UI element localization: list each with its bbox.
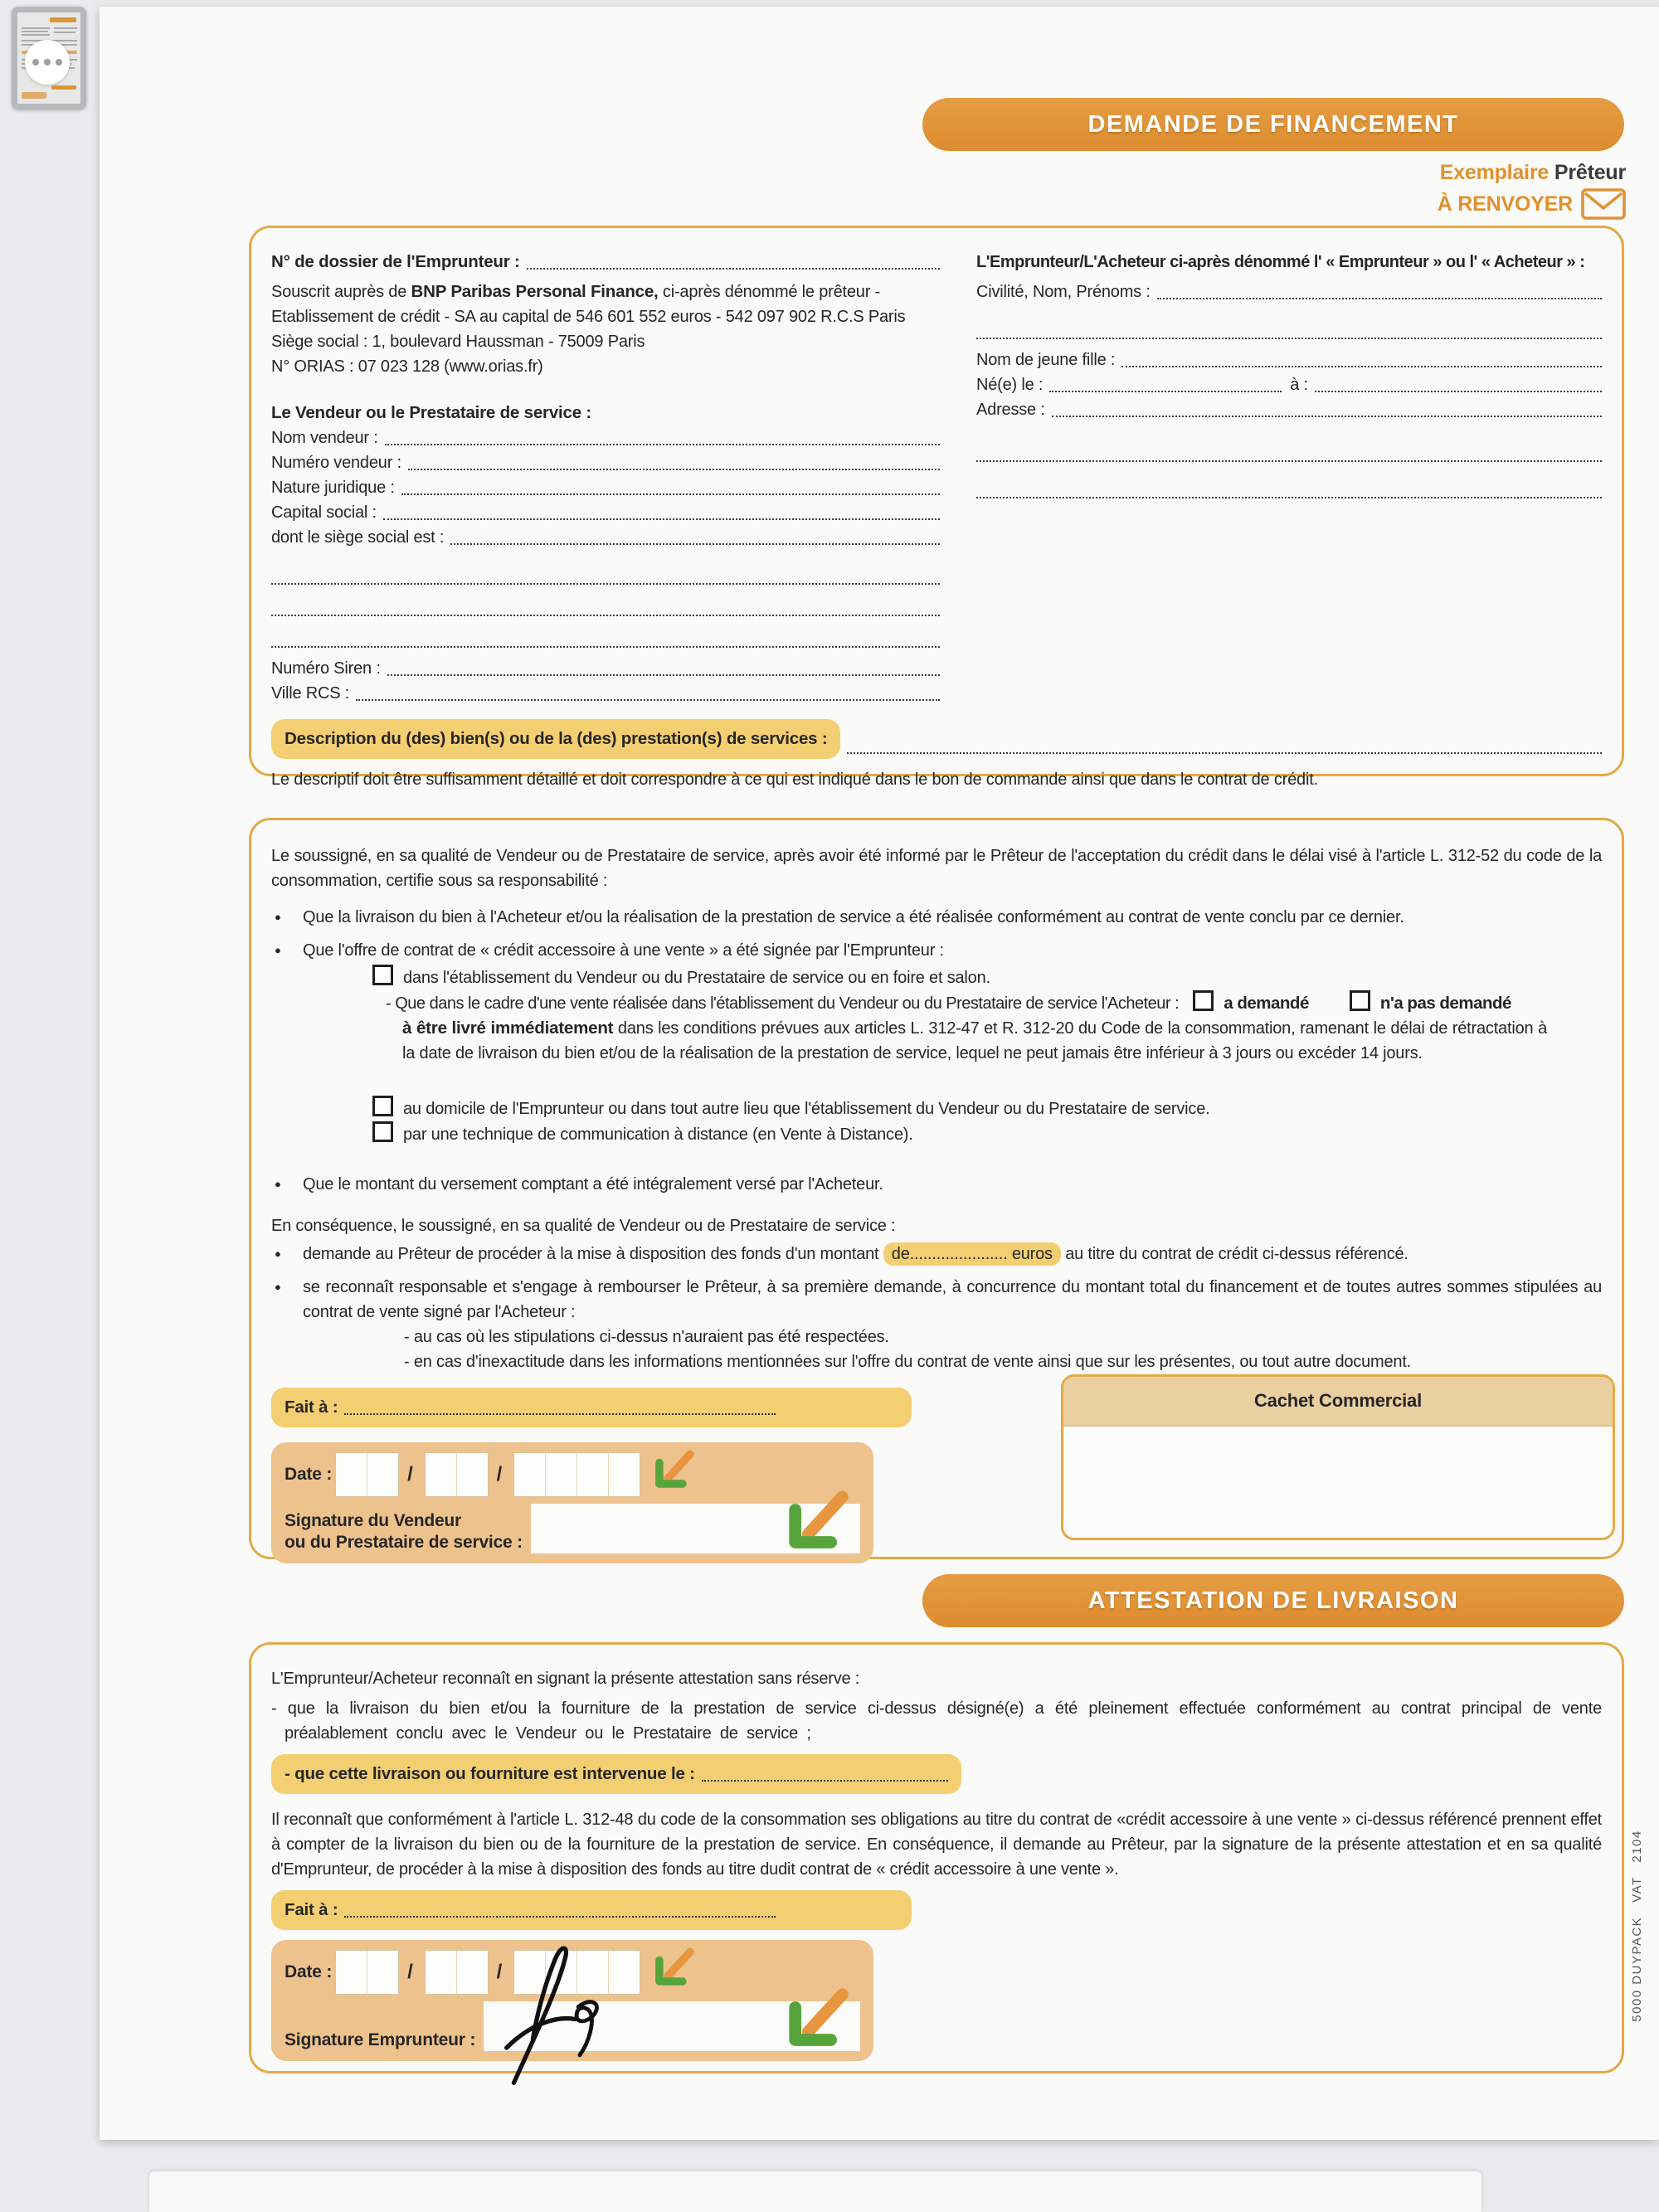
- civility-label: Civilité, Nom, Prénoms :: [976, 283, 1151, 301]
- date-separator: /: [407, 1463, 413, 1485]
- bullet-icon: ●: [275, 944, 281, 956]
- description-highlight: [271, 719, 840, 759]
- maiden-name-field: [976, 348, 1602, 372]
- requested-label: a demandé: [1224, 994, 1309, 1013]
- document-thumbnail[interactable]: [12, 7, 86, 109]
- liability-bullet: [271, 1275, 1602, 1325]
- legal-form-field: [271, 475, 940, 500]
- return-label: À RENVOYER: [1437, 192, 1573, 216]
- amount-highlight: de...................... euros: [883, 1242, 1061, 1266]
- thumbnail-more-button[interactable]: [25, 40, 70, 85]
- not-requested-checkbox: [1350, 990, 1370, 1011]
- sign-here-arrow-icon: [652, 1947, 698, 1993]
- envelope-icon: [1581, 188, 1626, 220]
- establishment-checkbox-label: dans l'établissement du Vendeur ou du Prestataire de service ou en foire et salon.: [403, 969, 990, 987]
- vendor-number-blank: [408, 450, 940, 470]
- return-line: [1438, 188, 1626, 220]
- blank-line: [271, 593, 940, 616]
- vendor-certification-box: [249, 818, 1624, 1559]
- copy-label: Exemplaire: [1439, 161, 1550, 184]
- blank-line: [976, 475, 1602, 498]
- vendor-name-label: Nom vendeur :: [271, 429, 378, 447]
- vendor-signature-row: [285, 1504, 860, 1553]
- liability-case-1: - au cas où les stipulations ci-dessus n'auraient pas été respectées.: [404, 1328, 889, 1346]
- share-capital-field: [271, 500, 940, 525]
- immediate-delivery-clause: [402, 1016, 1547, 1066]
- copy-value: Prêteur: [1554, 161, 1626, 184]
- birth-date-blank: [1049, 372, 1282, 392]
- thumbnail-banner-mark: [50, 17, 76, 22]
- blank-line: [976, 316, 1602, 339]
- parties-info-box: [249, 226, 1624, 789]
- certification-bullet-3: [271, 1172, 1602, 1197]
- banner-title: DEMANDE DE FINANCEMENT: [1087, 110, 1459, 138]
- next-page-edge[interactable]: [149, 2171, 1481, 2212]
- attestation-banner-title: ATTESTATION DE LIVRAISON: [1087, 1587, 1459, 1614]
- commercial-stamp-area: [1063, 1427, 1613, 1540]
- dossier-number-field: [271, 250, 940, 275]
- sale-in-establishment-line: [386, 990, 1602, 1016]
- address-field: [976, 397, 1602, 422]
- liability-case-2: - en cas d'inexactitude dans les informations mentionnées sur l'offre du contrat de vente ainsi que sur les présentes, ou tout autre document.: [404, 1353, 1412, 1371]
- legal-form-label: Nature juridique :: [271, 479, 395, 497]
- head-office-label: dont le siège social est :: [271, 528, 445, 547]
- sale-in-establishment-text: - Que dans le cadre d'une vente réalisée dans l'établissement du Vendeur ou du Prestataire de service l'Acheteur :: [386, 994, 1180, 1013]
- vendor-signature-panel: [271, 1442, 873, 1563]
- bullet-1-text: Que la livraison du bien à l'Acheteur et/ou la réalisation de la prestation de service a été réalisée conformément au contrat de vente conclu par ce dernier.: [303, 908, 1404, 926]
- lender-line-1: [271, 280, 940, 304]
- requested-checkbox: [1193, 990, 1214, 1011]
- vendor-number-label: Numéro vendeur :: [271, 454, 401, 472]
- birth-place-blank: [1315, 372, 1602, 392]
- delivery-date-field: [271, 1754, 961, 1794]
- commercial-stamp-header: Cachet Commercial: [1063, 1377, 1613, 1427]
- borrower-date-label: Date :: [285, 1962, 333, 1981]
- delivery-attestation-banner: [922, 1574, 1624, 1627]
- birth-date-label: Né(e) le :: [976, 376, 1044, 394]
- bullet-icon: ●: [275, 1178, 281, 1190]
- certification-bullet-1: [271, 905, 1602, 930]
- dossier-number-label: N° de dossier de l'Emprunteur :: [271, 252, 520, 271]
- thumbnail-text-line: [22, 31, 48, 32]
- bullet-2-text: Que l'offre de contrat de « crédit accessoire à une vente » a été signée par l'Emprunteur :: [303, 941, 944, 960]
- vendor-name-blank: [385, 425, 940, 445]
- more-dot-icon: [56, 59, 62, 66]
- dossier-number-blank: [527, 250, 940, 270]
- sign-here-arrow-icon: [784, 1986, 855, 2058]
- fait-a-vendor-label: Fait à :: [285, 1398, 338, 1417]
- sign-here-arrow-icon: [784, 1489, 855, 1560]
- vendor-number-field: [271, 450, 940, 475]
- bullet-icon: ●: [275, 1247, 281, 1260]
- home-checkbox-label: au domicile de l'Emprunteur ou dans tout autre lieu que l'établissement du Vendeur ou du Prestataire de service.: [403, 1100, 1210, 1118]
- thumbnail-panel-mark: [22, 92, 46, 99]
- head-office-field: [271, 525, 940, 550]
- blank-line: [271, 562, 940, 585]
- vendor-signature-label: [285, 1510, 523, 1553]
- attestation-clause-1: - que la livraison du bien et/ou la fourniture de la prestation de service ci-dessus désigné(e) a été pleinement effectuée conformément au contrat principal de vente préalablement conclu avec le Vendeur ou le Prestataire de service ;: [271, 1699, 1602, 1743]
- maiden-name-blank: [1121, 348, 1602, 367]
- rcs-city-field: [271, 681, 940, 706]
- funds-request-text: demande au Prêteur de procéder à la mise à disposition des fonds d'un montant: [303, 1245, 883, 1263]
- date-separator: /: [407, 1961, 413, 1983]
- date-month-cells: [425, 1452, 489, 1497]
- borrower-column: [976, 250, 1602, 706]
- blank-line: [976, 439, 1602, 462]
- lender-vendor-column: [271, 250, 940, 706]
- date-year-cells: [513, 1452, 640, 1497]
- more-dot-icon: [32, 59, 39, 66]
- birth-field: [976, 372, 1602, 397]
- form-reference-code: 5000 DUYPACK VAT 2104: [1630, 1830, 1644, 2022]
- lender-line-2: Etablissement de crédit - SA au capital de 546 601 552 euros - 542 097 902 R.C.S Paris: [271, 308, 906, 326]
- bullet-icon: ●: [275, 911, 281, 923]
- borrower-signature-label: Signature Emprunteur :: [285, 2030, 476, 2049]
- lender-line-3: Siège social : 1, boulevard Haussman - 75009 Paris: [271, 333, 645, 351]
- fait-a-vendor-field: [271, 1388, 912, 1427]
- attestation-paragraph-2: Il reconnaît que conformément à l'article L. 312-48 du code de la consommation ses obligations au titre du contrat de «crédit accessoire à une vente » ci-dessus référencé prennent effet à compter de la livraison du bien ou de la fourniture de la prestation de service. En conséquence, il demande au Prêteur, par la signature de la présente attestation et en sa qualité d'Emprunteur, de procéder à la mise à disposition des fonds au titre dudit contrat de « crédit accessoire à une vente ».: [271, 1811, 1602, 1879]
- certification-intro: Le soussigné, en sa qualité de Vendeur ou de Prestataire de service, après avoir été informé par le Prêteur de l'acceptation du crédit dans le délai visé à l'article L. 312-52 du code de la consommation, certifie sous sa responsabilité :: [271, 847, 1602, 890]
- birth-place-label: à :: [1290, 376, 1308, 394]
- financing-request-banner: [922, 98, 1624, 151]
- civility-field: [976, 280, 1602, 304]
- bullet-icon: ●: [275, 1281, 281, 1293]
- address-label: Adresse :: [976, 401, 1045, 419]
- thumbnail-text-line: [22, 27, 50, 29]
- vendor-section-title: Le Vendeur ou le Prestataire de service :: [271, 403, 592, 422]
- fait-a-borrower-label: Fait à :: [285, 1900, 338, 1919]
- rcs-city-label: Ville RCS :: [271, 684, 350, 702]
- delivery-date-blank: [702, 1780, 948, 1782]
- checkbox-line-distance: [372, 1121, 1602, 1147]
- date-month-cells: [425, 1950, 489, 1995]
- more-dot-icon: [44, 59, 51, 66]
- vendor-signature-area: [531, 1504, 860, 1553]
- legal-form-blank: [401, 475, 940, 495]
- thumbnail-text-line: [54, 27, 77, 29]
- thumbnail-text-line: [54, 32, 75, 33]
- certification-bullet-2: [271, 938, 1602, 963]
- checkbox-line-establishment: [372, 965, 1602, 990]
- lender-name: BNP Paribas Personal Finance,: [411, 282, 659, 301]
- checkbox-line-home: [372, 1096, 1602, 1121]
- description-label: Description du (des) bien(s) ou de la (des) prestation(s) de services :: [285, 729, 828, 748]
- commercial-stamp-box: [1061, 1374, 1615, 1540]
- address-blank: [1052, 397, 1602, 417]
- borrower-signature-panel: [271, 1940, 873, 2061]
- siren-field: [271, 656, 940, 681]
- rcs-city-blank: [356, 681, 940, 701]
- description-blank: [847, 719, 1602, 754]
- lender-text: ci-après dénommé le prêteur -: [658, 283, 880, 301]
- maiden-name-label: Nom de jeune fille :: [976, 351, 1116, 369]
- liability-text: se reconnaît responsable et s'engage à rembourser le Prêteur, à sa première demande, à concurrence du montant total du financement et de toutes autres sommes stipulées au contrat de vente signé par l'Acheteur :: [303, 1278, 1602, 1321]
- immediate-delivery-bold: à être livré immédiatement: [402, 1018, 614, 1038]
- thumbnail-text-line: [22, 34, 50, 36]
- fait-a-vendor-blank: [344, 1413, 776, 1415]
- description-note: Le descriptif doit être suffisamment détaillé et doit correspondre à ce qui est indiqué dans le bon de commande ainsi que dans le contrat de crédit.: [271, 771, 1318, 789]
- delivery-date-label: - que cette livraison ou fourniture est intervenue le :: [285, 1764, 695, 1783]
- date-day-cells: [335, 1950, 399, 1995]
- delivery-attestation-box: [249, 1642, 1624, 2073]
- distance-checkbox-label: par une technique de communication à distance (en Vente à Distance).: [403, 1125, 913, 1144]
- copy-line: [1438, 161, 1626, 185]
- copy-meta: [1438, 161, 1626, 220]
- civility-blank: [1157, 280, 1602, 299]
- share-capital-label: Capital social :: [271, 503, 377, 522]
- home-checkbox: [372, 1096, 393, 1116]
- borrower-section-title: L'Emprunteur/L'Acheteur ci-après dénommé l' « Emprunteur » ou l' « Acheteur » :: [976, 253, 1585, 271]
- fait-a-borrower-blank: [344, 1916, 776, 1918]
- scanned-document-page[interactable]: [100, 7, 1659, 2140]
- siren-blank: [387, 656, 940, 676]
- blank-line: [271, 625, 940, 648]
- vendor-name-field: [271, 425, 940, 450]
- lender-line-4: N° ORIAS : 07 023 128 (www.orias.fr): [271, 357, 543, 376]
- date-separator: /: [496, 1961, 503, 1983]
- date-separator: /: [496, 1463, 503, 1485]
- description-field: [271, 719, 1602, 759]
- bullet-3-text: Que le montant du versement comptant a été intégralement versé par l'Acheteur.: [303, 1175, 883, 1194]
- fait-a-borrower-field: [271, 1890, 912, 1930]
- funds-request-text-2: au titre du contrat de crédit ci-dessus référencé.: [1060, 1245, 1408, 1263]
- head-office-blank: [450, 525, 940, 545]
- vendor-signature-label-2: ou du Prestataire de service :: [285, 1533, 523, 1552]
- attestation-intro: L'Emprunteur/Acheteur reconnaît en signant la présente attestation sans réserve :: [271, 1670, 860, 1688]
- thumbnail-banner-mark: [51, 85, 76, 90]
- funds-request-bullet: [271, 1242, 1602, 1266]
- vendor-date-row: [285, 1452, 860, 1497]
- handwritten-signature: [492, 1928, 616, 2098]
- vendor-date-label: Date :: [285, 1465, 333, 1484]
- establishment-checkbox: [372, 965, 393, 985]
- not-requested-label: n'a pas demandé: [1379, 994, 1511, 1013]
- consequence-intro: En conséquence, le soussigné, en sa qualité de Vendeur ou de Prestataire de service :: [271, 1217, 896, 1235]
- sign-here-arrow-icon: [652, 1449, 698, 1495]
- date-day-cells: [335, 1452, 399, 1497]
- share-capital-blank: [383, 500, 940, 520]
- distance-checkbox: [372, 1121, 393, 1142]
- lender-text: Souscrit auprès de: [271, 283, 411, 301]
- immediate-delivery-rest: dans les conditions prévues aux articles L. 312-47 et R. 312-20 du Code de la consommation, ramenant le délai de rétractation à la date de livraison du bien et/ou de la réalisation de la prestation de service, lequel ne peut jamais être inférieur à 3 jours ou excéder 14 jours.: [402, 1019, 1547, 1062]
- vendor-signature-label-1: Signature du Vendeur: [285, 1511, 462, 1530]
- siren-label: Numéro Siren :: [271, 659, 381, 678]
